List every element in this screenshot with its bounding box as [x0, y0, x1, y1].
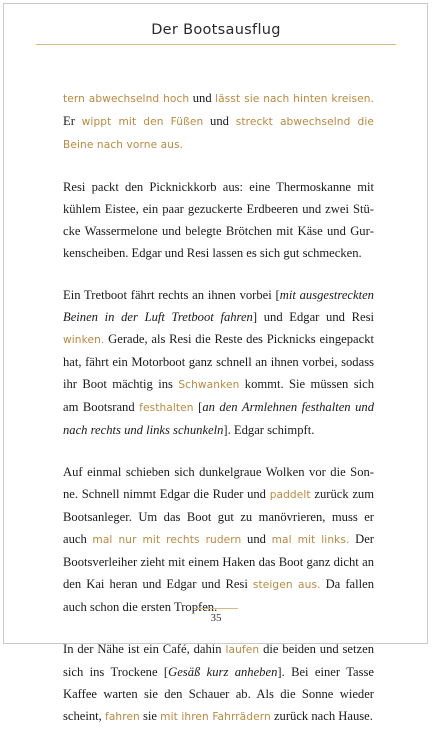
text-run: die beiden und setzen sich ins Trockene [ [63, 642, 375, 679]
text-run: kommt. Sie müssen sich am Bootsrand [63, 377, 374, 414]
movement-cue: mal mit links. [271, 534, 350, 546]
movement-cue: tern abwechselnd hoch [63, 93, 190, 105]
movement-cue: fahren [104, 711, 140, 723]
paragraph [63, 87, 374, 156]
exercise-instruction: mit ausgestreckten Beinen in der Luft Tretboot fahren [63, 288, 374, 324]
text-run: Ein Tretboot fährt rechts an ihnen vorbei [ [63, 288, 280, 302]
text-run: In der Nähe ist ein Café, dahin [63, 642, 226, 656]
movement-cue: mal nur mit rechts rudern [92, 534, 242, 546]
text-run: und [241, 532, 272, 546]
movement-cue: streckt abwechselnd die Beine nach vorne aus. [63, 116, 374, 151]
paragraph [63, 284, 374, 441]
text-run: sie [139, 709, 161, 723]
movement-cue: lässt sie nach hinten kreisen. [215, 93, 375, 105]
text-run: ]. Edgar schimpft. [223, 423, 315, 437]
text-run: zurück zum Bootsanleger. Um das Boot gut zu manövrieren, muss er auch [63, 487, 375, 546]
text-run: und [189, 91, 216, 105]
text-run: ]. Bei einer Tasse Kaffee warten sie den Schauer ab. Als die Sonne wieder scheint, [63, 665, 375, 723]
exercise-instruction: an den Armlehnen festhalten und nach rechts und links schunkeln [63, 400, 374, 437]
movement-cue: mit ihren Fahrrädern [160, 711, 271, 723]
movement-cue: Schwanken [178, 379, 240, 391]
text-run: [ [193, 400, 203, 414]
text-run: und [203, 114, 236, 128]
movement-cue: festhalten [139, 402, 194, 414]
text-run: Er [63, 114, 82, 128]
body-text [63, 87, 374, 748]
text-run: Da fallen auch schon die ersten Tropfen. [63, 577, 374, 614]
movement-cue: laufen [225, 644, 260, 656]
text-run: Der Bootsverleiher zieht mit einem Haken das Boot ganz dicht an den Kai heran und Edgar und Resi [63, 532, 375, 591]
paragraph [63, 638, 374, 728]
paragraph [63, 461, 374, 618]
page-number: 35 [210, 612, 222, 624]
exercise-instruction: Gesäß kurz anheben [168, 665, 278, 679]
movement-cue: paddelt [269, 489, 311, 501]
text-run: Gerade, als Resi die Reste des Picknicks eingepackt hat, fährt ein Motorboot ganz schnell an ihnen vorbei, sodass ihr Boot mächtig ins [63, 332, 374, 391]
text-run: zurück nach Hause. [270, 709, 373, 723]
footer-divider [194, 608, 238, 609]
text-run: Auf einmal schieben sich dunkelgraue Wolken vor die Sonne. Schnell nimmt Edgar die Ruder und [63, 465, 374, 501]
header-divider [36, 44, 396, 45]
movement-cue: winken. [63, 334, 105, 346]
movement-cue: wippt mit den Füßen [81, 116, 204, 128]
running-header: Der Bootsausflug [151, 22, 281, 38]
text-run: Resi packt den Picknickkorb aus: eine Thermoskanne mit kühlem Eistee, ein paar gezuckerte Erdbeeren und zwei Stücke Wassermelone und belegte Brötchen mit Käse und Gurkenscheiben. Edgar und Resi lassen es sich gut schmecken. [63, 180, 374, 260]
text-run: ] und Edgar und Resi [252, 310, 374, 324]
movement-cue: steigen aus. [252, 579, 321, 591]
paragraph [63, 176, 374, 264]
